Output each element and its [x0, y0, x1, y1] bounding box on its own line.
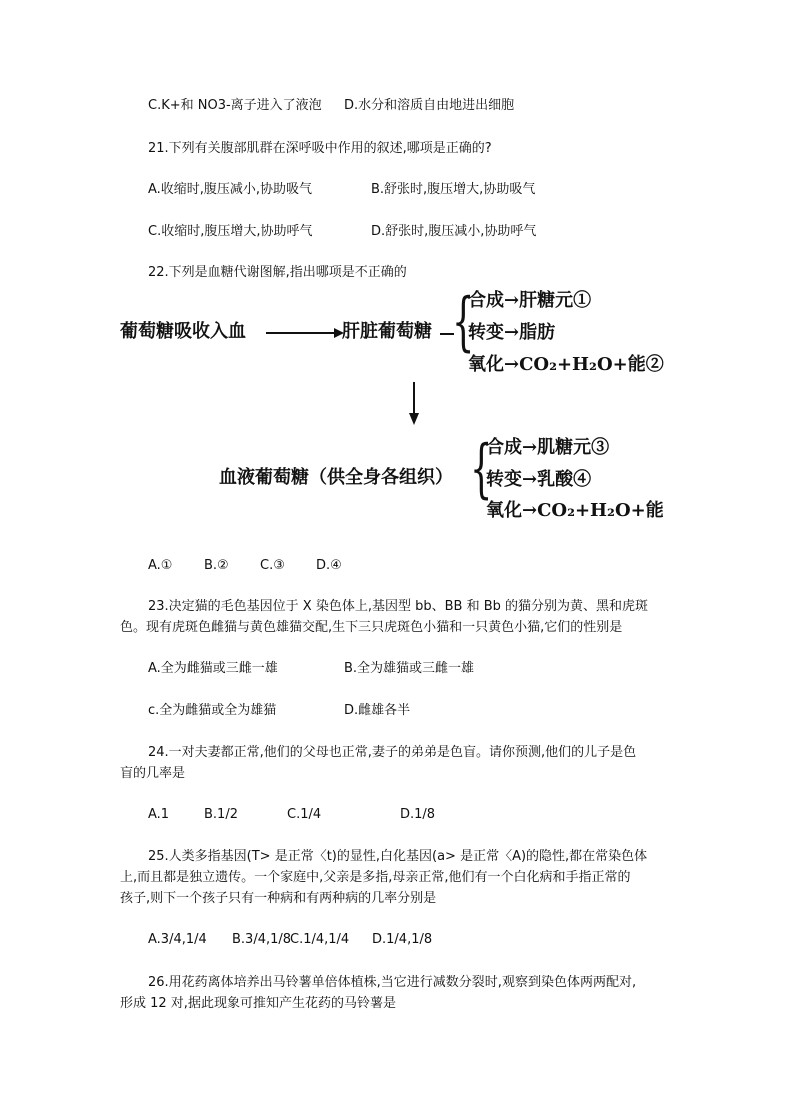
q23-stem-line2: 色。现有虎斑色雌猫与黄色雄猫交配,生下三只虎斑色小猫和一只黄色小猫,它们的性别是: [120, 620, 623, 635]
liver-brace: {: [452, 285, 475, 359]
q26-stem-line2: 形成 12 对,据此现象可推知产生花药的马铃薯是: [120, 996, 396, 1011]
q21-option-d: D.舒张时,腹压减小,协助呼气: [371, 224, 537, 239]
q24-option-c: C.1/4: [287, 807, 322, 822]
q25-option-a: A.3/4,1/4: [148, 932, 207, 947]
q22-option-a: A.①: [148, 558, 173, 573]
q23-option-b: B.全为雄猫或三雌一雄: [344, 661, 475, 676]
q21-option-b: B.舒张时,腹压增大,协助吸气: [371, 182, 536, 197]
q21-option-a: A.收缩时,腹压减小,协助吸气: [148, 182, 313, 197]
q22-option-d: D.④: [316, 558, 342, 573]
q24-stem-line1: 24.一对夫妻都正常,他们的父母也正常,妻子的弟弟是色盲。请你预测,他们的儿子是色: [148, 745, 637, 760]
q23-stem-line1: 23.决定猫的毛色基因位于 X 染色体上,基因型 bb、BB 和 Bb 的猫分别为黄、黑和虎斑: [148, 599, 649, 614]
q22-stem: 22.下列是血糖代谢图解,指出哪项是不正确的: [148, 265, 407, 280]
blood-branch-3: 氧化→CO₂+H₂O+能: [486, 500, 664, 521]
q23-option-c: c.全为雌猫或全为雄猫: [148, 703, 277, 718]
arrow-head-down: [409, 413, 419, 425]
q22-option-b: B.②: [204, 558, 229, 573]
q24-option-a: A.1: [148, 807, 170, 822]
q26-stem-line1: 26.用花药离体培养出马铃薯单倍体植株,当它进行减数分裂时,观察到染色体两两配对,: [148, 975, 637, 990]
q25-stem-line1: 25.人类多指基因(T> 是正常〈t)的显性,白化基因(a> 是正常〈A)的隐性,都在常染色体: [148, 849, 648, 864]
q25-stem-line3: 孩子,则下一个孩子只有一种病和有两种病的几率分别是: [120, 891, 437, 906]
liver-branch-2: 转变→脂肪: [468, 322, 556, 343]
diagram-source: 葡萄糖吸收入血: [120, 321, 246, 342]
q24-option-b: B.1/2: [204, 807, 238, 822]
liver-branch-3: 氧化→CO₂+H₂O+能②: [468, 354, 664, 375]
q25-option-d: D.1/4,1/8: [372, 932, 433, 947]
diagram-blood: 血液葡萄糖（供全身各组织）: [219, 467, 453, 488]
q24-option-d: D.1/8: [400, 807, 436, 822]
diagram-liver: 肝脏葡萄糖: [342, 321, 432, 342]
q23-option-a: A.全为雌猫或三雌一雄: [148, 661, 278, 676]
q25-stem-line2: 上,而且都是独立遗传。一个家庭中,父亲是多指,母亲正常,他们有一个白化病和手指正常的: [120, 870, 631, 885]
q23-option-d: D.雌雄各半: [344, 703, 411, 718]
q20-option-c: C.K+和 NO3-离子进入了液泡: [148, 98, 322, 113]
liver-branch-1: 合成→肝糖元①: [468, 290, 592, 311]
q21-option-c: C.收缩时,腹压增大,协助呼气: [148, 224, 313, 239]
q21-stem: 21.下列有关腹部肌群在深呼吸中作用的叙述,哪项是正确的?: [148, 141, 492, 156]
blood-branch-2: 转变→乳酸④: [486, 469, 592, 490]
blood-brace: {: [470, 432, 493, 506]
q20-option-d: D.水分和溶质自由地进出细胞: [344, 98, 515, 113]
q22-option-c: C.③: [260, 558, 285, 573]
q24-stem-line2: 盲的几率是: [120, 766, 186, 781]
blood-branch-1: 合成→肌糖元③: [486, 437, 610, 458]
q25-option-b: B.3/4,1/8: [232, 932, 292, 947]
q25-option-c: C.1/4,1/4: [290, 932, 350, 947]
